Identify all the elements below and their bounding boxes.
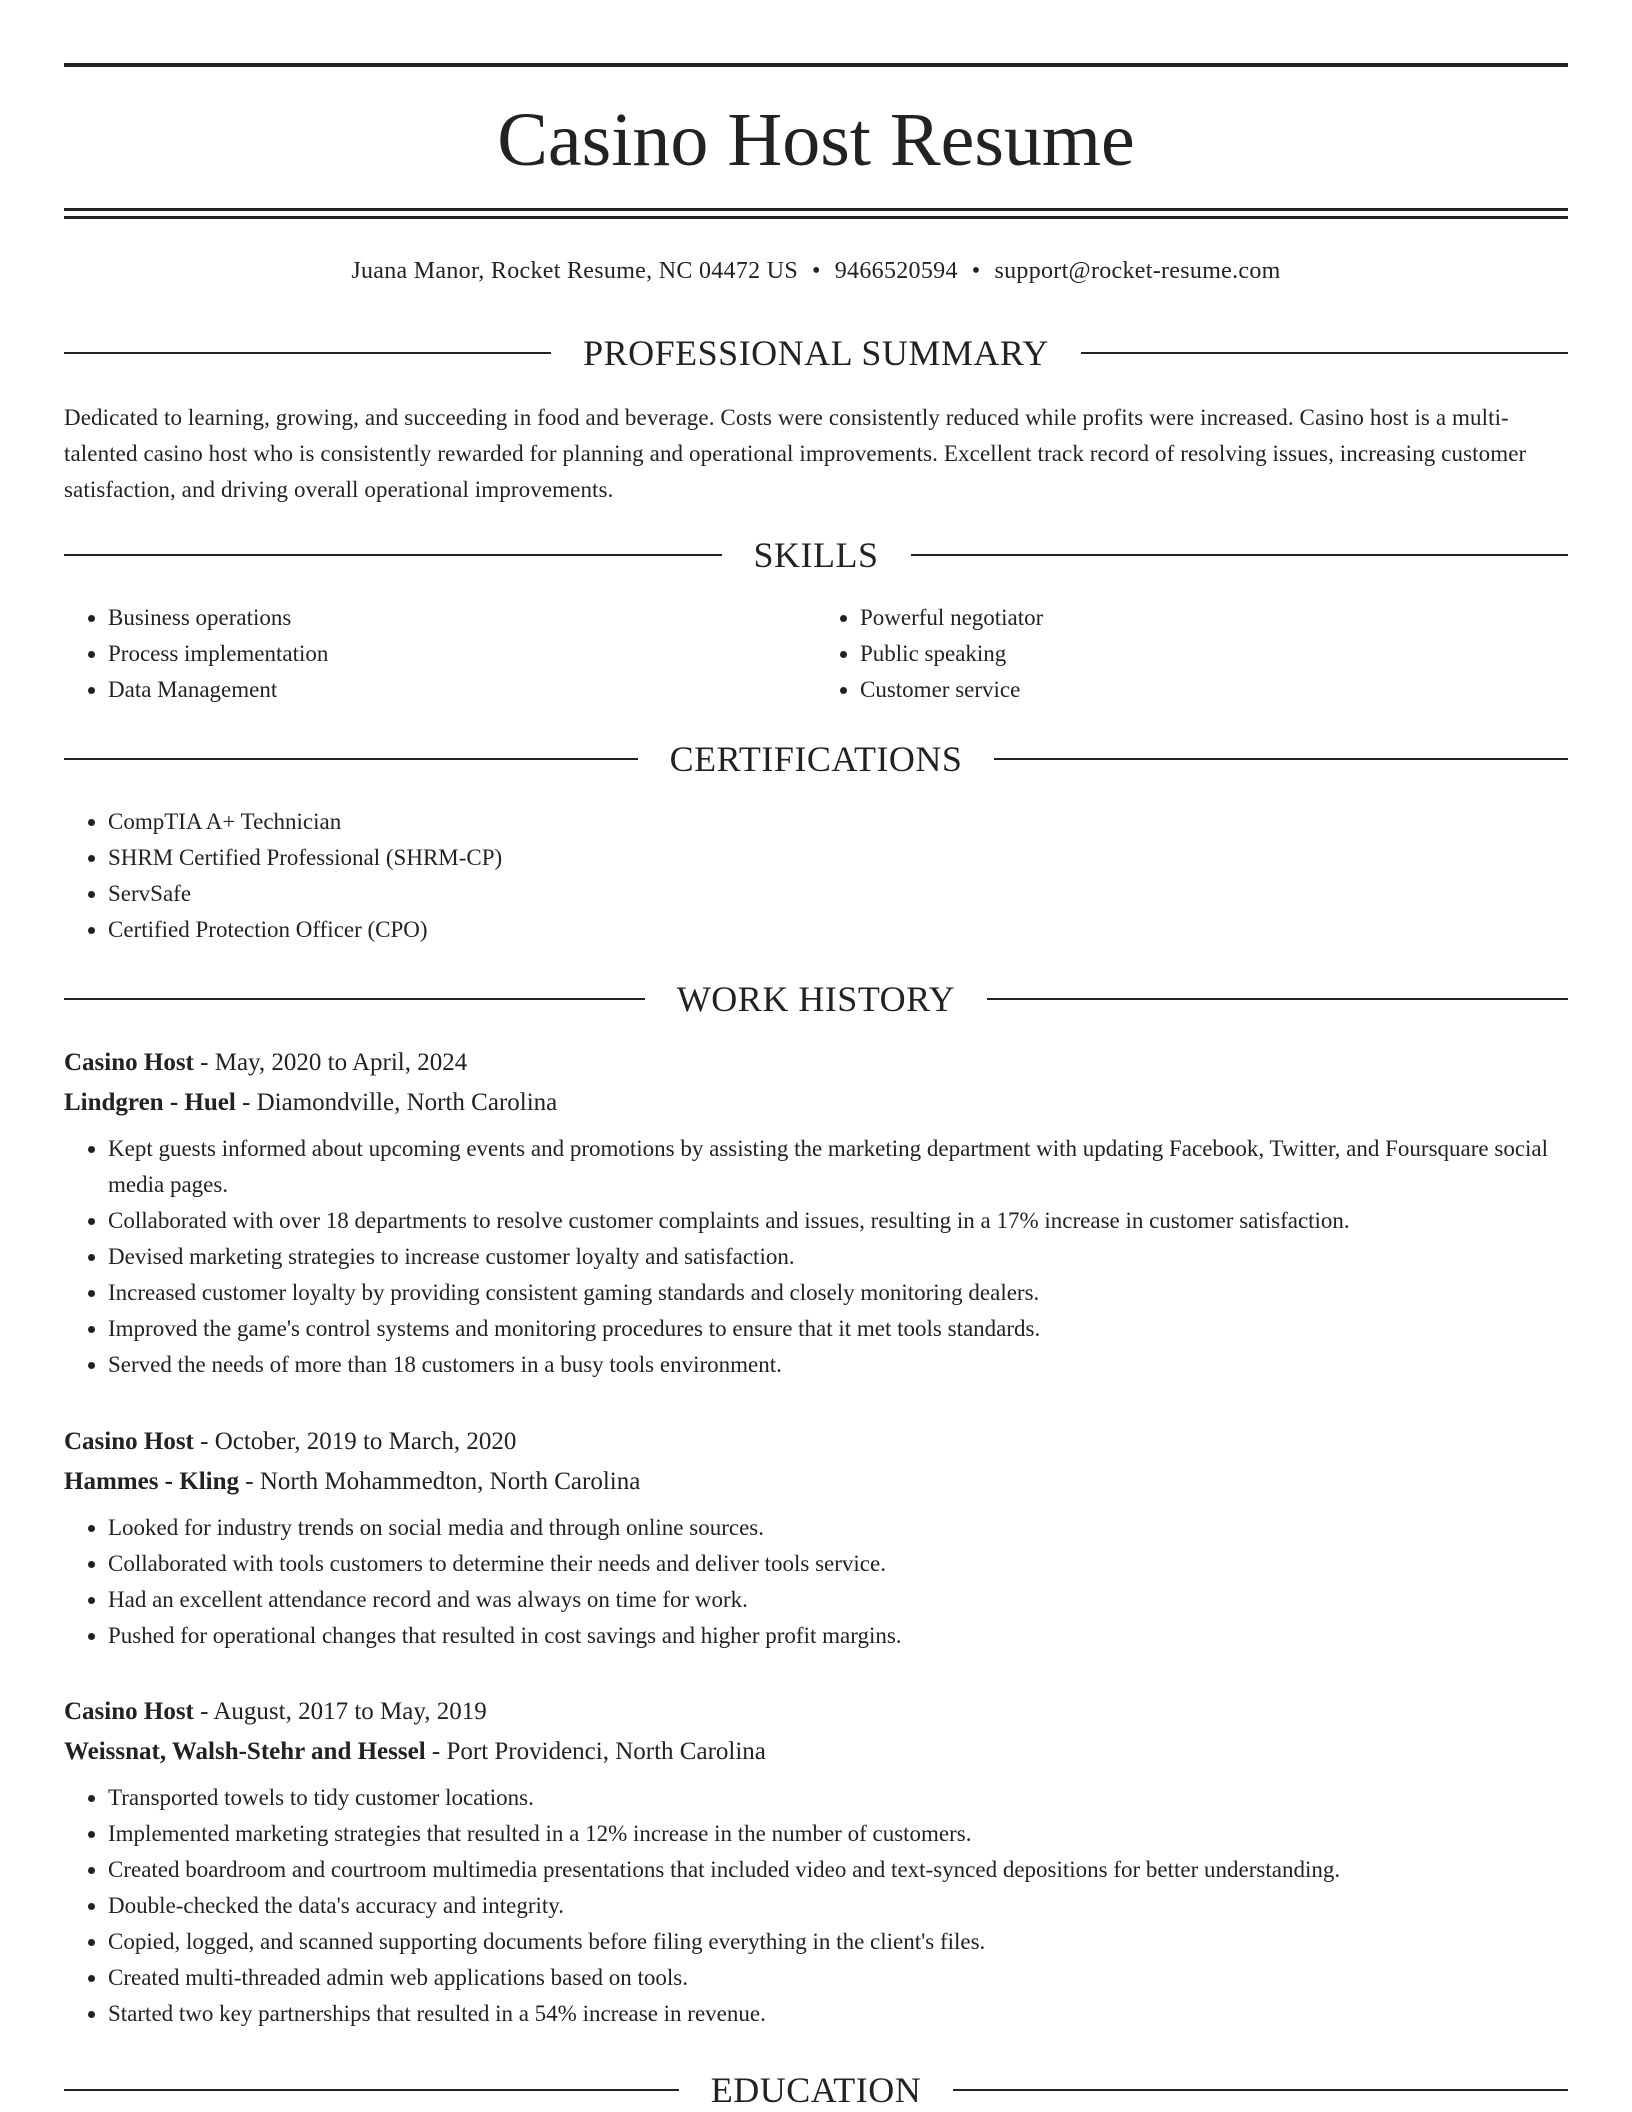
job-duties: [64, 1780, 1568, 2032]
job-duty: • Served the needs of more than 18 customers in a busy tools environment.: [108, 1347, 1568, 1383]
title-double-rule: [64, 208, 1568, 219]
job-company: Lindgren - Huel: [64, 1089, 236, 1116]
job-duty: • Double-checked the data's accuracy and integrity.: [108, 1888, 1568, 1924]
summary-text: Dedicated to learning, growing, and succeeding in food and beverage. Costs were consistently reduced while profits were increased. Casino host is a multi-talented casino host who is consistently rewarded for planning and operational improvements. Excellent track record of resolving issues, increasing customer satisfaction, and driving overall operational improvements.: [64, 405, 1527, 502]
job-title: Casino Host: [64, 1428, 194, 1455]
skill-item: • Process implementation: [108, 636, 816, 672]
job-title: Casino Host: [64, 1698, 194, 1725]
section-heading-certifications: [64, 737, 1568, 781]
skills-column-right: [816, 600, 1568, 708]
section-title: SKILLS: [753, 535, 879, 575]
job-location: - North Mohammedton, North Carolina: [239, 1468, 641, 1495]
heading-rule: [64, 2089, 679, 2091]
section-title: PROFESSIONAL SUMMARY: [583, 333, 1049, 373]
job-location: - Diamondville, North Carolina: [235, 1089, 558, 1116]
job-duty: • Copied, logged, and scanned supporting documents before filing everything in the client's files.: [108, 1924, 1568, 1960]
job-location: - Port Providenci, North Carolina: [425, 1738, 766, 1765]
skill-item: • Public speaking: [860, 636, 1568, 672]
job-dates: - May, 2020 to April, 2024: [193, 1049, 468, 1076]
contact-line: [64, 254, 1568, 288]
section-title: CERTIFICATIONS: [669, 739, 963, 779]
job-duty: • Collaborated with over 18 departments to resolve customer complaints and issues, resulting in a 17% increase in customer satisfaction.: [108, 1203, 1568, 1239]
job-duties: [64, 1510, 1568, 1654]
certification-item: • ServSafe: [108, 876, 1568, 912]
section-title: WORK HISTORY: [676, 979, 956, 1019]
job-duty: • Looked for industry trends on social media and through online sources.: [108, 1510, 1568, 1546]
heading-rule: [911, 554, 1569, 556]
job-entry: [64, 1692, 1568, 2032]
certification-item: • SHRM Certified Professional (SHRM-CP): [108, 840, 1568, 876]
job-title-line: [64, 1422, 1568, 1462]
section-title: EDUCATION: [710, 2070, 922, 2110]
skills-column-left: [64, 600, 816, 708]
section-heading-skills: [64, 533, 1568, 577]
job-duty: • Devised marketing strategies to increase customer loyalty and satisfaction.: [108, 1239, 1568, 1275]
heading-rule: [64, 554, 722, 556]
job-company-line: [64, 1732, 1568, 1772]
heading-rule: [64, 998, 645, 1000]
job-dates: - October, 2019 to March, 2020: [193, 1428, 517, 1455]
job-title-line: [64, 1692, 1568, 1732]
job-title-line: [64, 1043, 1568, 1083]
contact-address: Juana Manor, Rocket Resume, NC 04472 US: [351, 258, 799, 284]
section-heading-education: [64, 2068, 1568, 2112]
heading-rule: [987, 998, 1568, 1000]
section-heading-summary: [64, 331, 1568, 375]
heading-rule: [953, 2089, 1568, 2091]
job-duty: • Created boardroom and courtroom multimedia presentations that included video and text-synced depositions for better understanding.: [108, 1852, 1568, 1888]
job-duty: • Improved the game's control systems and monitoring procedures to ensure that it met tools standards.: [108, 1311, 1568, 1347]
heading-rule: [994, 758, 1568, 760]
job-duty: • Had an excellent attendance record and was always on time for work.: [108, 1582, 1568, 1618]
certification-item: • Certified Protection Officer (CPO): [108, 912, 1568, 948]
heading-rule: [64, 758, 638, 760]
job-company: Weissnat, Walsh-Stehr and Hessel: [64, 1738, 426, 1765]
job-duty: • Increased customer loyalty by providing consistent gaming standards and closely monitoring dealers.: [108, 1275, 1568, 1311]
job-title: Casino Host: [64, 1049, 194, 1076]
job-duty: • Transported towels to tidy customer locations.: [108, 1780, 1568, 1816]
contact-email: support@rocket-resume.com: [994, 258, 1281, 284]
resume-title: Casino Host Resume: [497, 98, 1135, 182]
job-entry: [64, 1422, 1568, 1654]
certifications-list: [64, 804, 1568, 948]
skill-item: • Customer service: [860, 672, 1568, 708]
heading-rule: [64, 352, 551, 354]
job-duty: • Implemented marketing strategies that resulted in a 12% increase in the number of customers.: [108, 1816, 1568, 1852]
top-rule: [64, 63, 1568, 67]
contact-separator: •: [971, 258, 981, 284]
contact-separator: •: [812, 258, 821, 284]
job-duties: [64, 1131, 1568, 1383]
job-duty: • Created multi-threaded admin web applications based on tools.: [108, 1960, 1568, 1996]
heading-rule: [1081, 352, 1568, 354]
certification-item: • CompTIA A+ Technician: [108, 804, 1568, 840]
job-dates: - August, 2017 to May, 2019: [193, 1698, 487, 1725]
job-duty: • Started two key partnerships that resulted in a 54% increase in revenue.: [108, 1996, 1568, 2032]
job-company-line: [64, 1462, 1568, 1502]
skill-item: • Business operations: [108, 600, 816, 636]
job-duty: • Kept guests informed about upcoming events and promotions by assisting the marketing department with updating Facebook, Twitter, and Foursquare social media pages.: [108, 1131, 1568, 1203]
job-entry: [64, 1043, 1568, 1383]
skill-item: • Powerful negotiator: [860, 600, 1568, 636]
skill-item: • Data Management: [108, 672, 816, 708]
section-heading-work-history: [64, 977, 1568, 1021]
job-duty: • Collaborated with tools customers to determine their needs and deliver tools service.: [108, 1546, 1568, 1582]
contact-phone: 9466520594: [834, 258, 958, 284]
skills-list: [64, 600, 1568, 708]
job-company: Hammes - Kling: [64, 1468, 239, 1495]
job-duty: • Pushed for operational changes that resulted in cost savings and higher profit margins.: [108, 1618, 1568, 1654]
job-company-line: [64, 1083, 1568, 1123]
